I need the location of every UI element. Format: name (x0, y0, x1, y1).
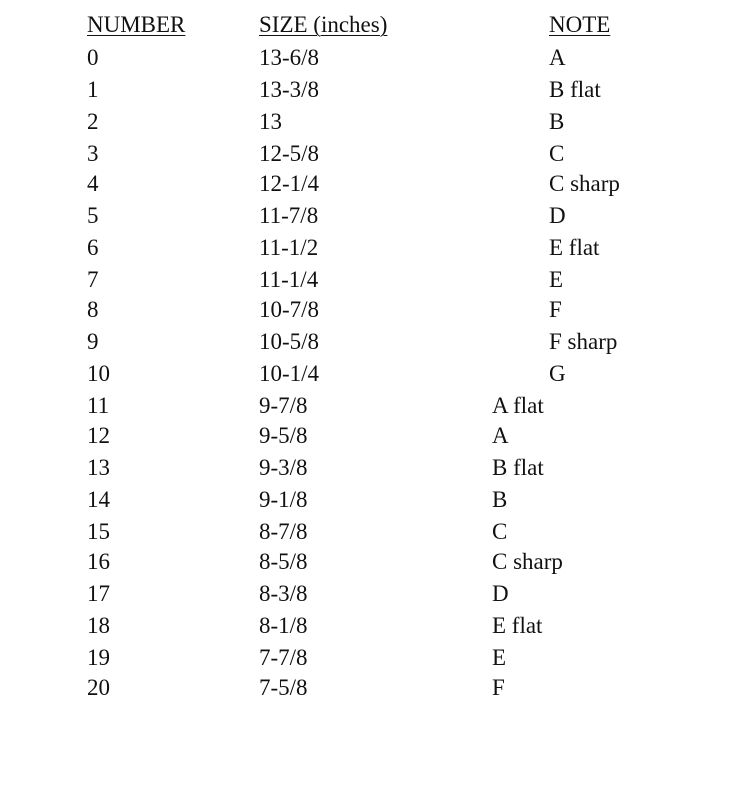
table-row (0, 422, 731, 454)
note-cell: A flat (492, 393, 544, 418)
number-cell: 4 (87, 171, 99, 196)
number-column-header: NUMBER (87, 12, 186, 37)
table-row (0, 580, 731, 612)
note-cell: A (549, 45, 566, 70)
table-row (0, 170, 731, 202)
size-cell: 10-1/4 (259, 361, 320, 386)
note-cell: G (549, 361, 566, 386)
note-cell: C sharp (549, 171, 620, 196)
size-cell: 13-6/8 (259, 45, 320, 70)
note-cell: B flat (549, 77, 601, 102)
note-cell: B (492, 487, 508, 512)
number-cell: 15 (87, 519, 110, 544)
note-column-header: NOTE (549, 12, 611, 37)
table-row (0, 612, 731, 644)
number-cell: 10 (87, 361, 110, 386)
number-cell: 9 (87, 329, 99, 354)
size-cell: 9-7/8 (259, 393, 308, 418)
table-row (0, 234, 731, 266)
size-cell: 13 (259, 109, 282, 134)
number-cell: 14 (87, 487, 110, 512)
note-cell: B flat (492, 455, 544, 480)
size-cell: 13-3/8 (259, 77, 320, 102)
note-cell: E flat (549, 235, 600, 260)
number-cell: 3 (87, 141, 99, 166)
size-cell: 11-1/2 (259, 235, 319, 260)
note-cell: F (492, 675, 505, 700)
note-cell: E (549, 267, 564, 292)
size-cell: 11-7/8 (259, 203, 319, 228)
size-cell: 9-1/8 (259, 487, 308, 512)
table-header (0, 11, 731, 43)
note-cell: D (492, 581, 509, 606)
size-cell: 8-3/8 (259, 581, 308, 606)
size-cell: 11-1/4 (259, 267, 319, 292)
size-cell: 10-7/8 (259, 297, 320, 322)
size-cell: 9-5/8 (259, 423, 308, 448)
note-cell: F sharp (549, 329, 618, 354)
size-cell: 8-1/8 (259, 613, 308, 638)
size-cell: 12-1/4 (259, 171, 320, 196)
table-row (0, 202, 731, 234)
table-row (0, 360, 731, 392)
number-cell: 12 (87, 423, 110, 448)
size-cell: 9-3/8 (259, 455, 308, 480)
number-cell: 19 (87, 645, 110, 670)
size-cell: 8-7/8 (259, 519, 308, 544)
size-cell: 10-5/8 (259, 329, 320, 354)
table-row (0, 518, 731, 550)
size-cell: 7-7/8 (259, 645, 308, 670)
number-cell: 20 (87, 675, 110, 700)
table-row (0, 266, 731, 298)
table-row (0, 486, 731, 518)
note-cell: D (549, 203, 566, 228)
note-cell: B (549, 109, 565, 134)
number-cell: 11 (87, 393, 110, 418)
number-cell: 8 (87, 297, 99, 322)
table-row (0, 328, 731, 360)
number-cell: 5 (87, 203, 99, 228)
table-row (0, 392, 731, 424)
number-cell: 18 (87, 613, 110, 638)
note-cell: C (492, 519, 508, 544)
table-row (0, 76, 731, 108)
table-row (0, 296, 731, 328)
note-cell: C (549, 141, 565, 166)
number-cell: 0 (87, 45, 99, 70)
table-row (0, 44, 731, 76)
number-cell: 6 (87, 235, 99, 260)
size-cell: 7-5/8 (259, 675, 308, 700)
number-cell: 13 (87, 455, 110, 480)
table-row (0, 644, 731, 676)
note-cell: E flat (492, 613, 543, 638)
number-cell: 7 (87, 267, 99, 292)
number-cell: 16 (87, 549, 110, 574)
table-row (0, 140, 731, 172)
size-cell: 12-5/8 (259, 141, 320, 166)
size-cell: 8-5/8 (259, 549, 308, 574)
number-cell: 17 (87, 581, 110, 606)
note-cell: C sharp (492, 549, 563, 574)
size-column-header: SIZE (inches) (259, 12, 388, 37)
note-cell: E (492, 645, 507, 670)
number-cell: 1 (87, 77, 99, 102)
table-row (0, 548, 731, 580)
note-cell: A (492, 423, 509, 448)
table-row (0, 674, 731, 706)
table-row (0, 454, 731, 486)
note-cell: F (549, 297, 562, 322)
number-cell: 2 (87, 109, 99, 134)
table-row (0, 108, 731, 140)
